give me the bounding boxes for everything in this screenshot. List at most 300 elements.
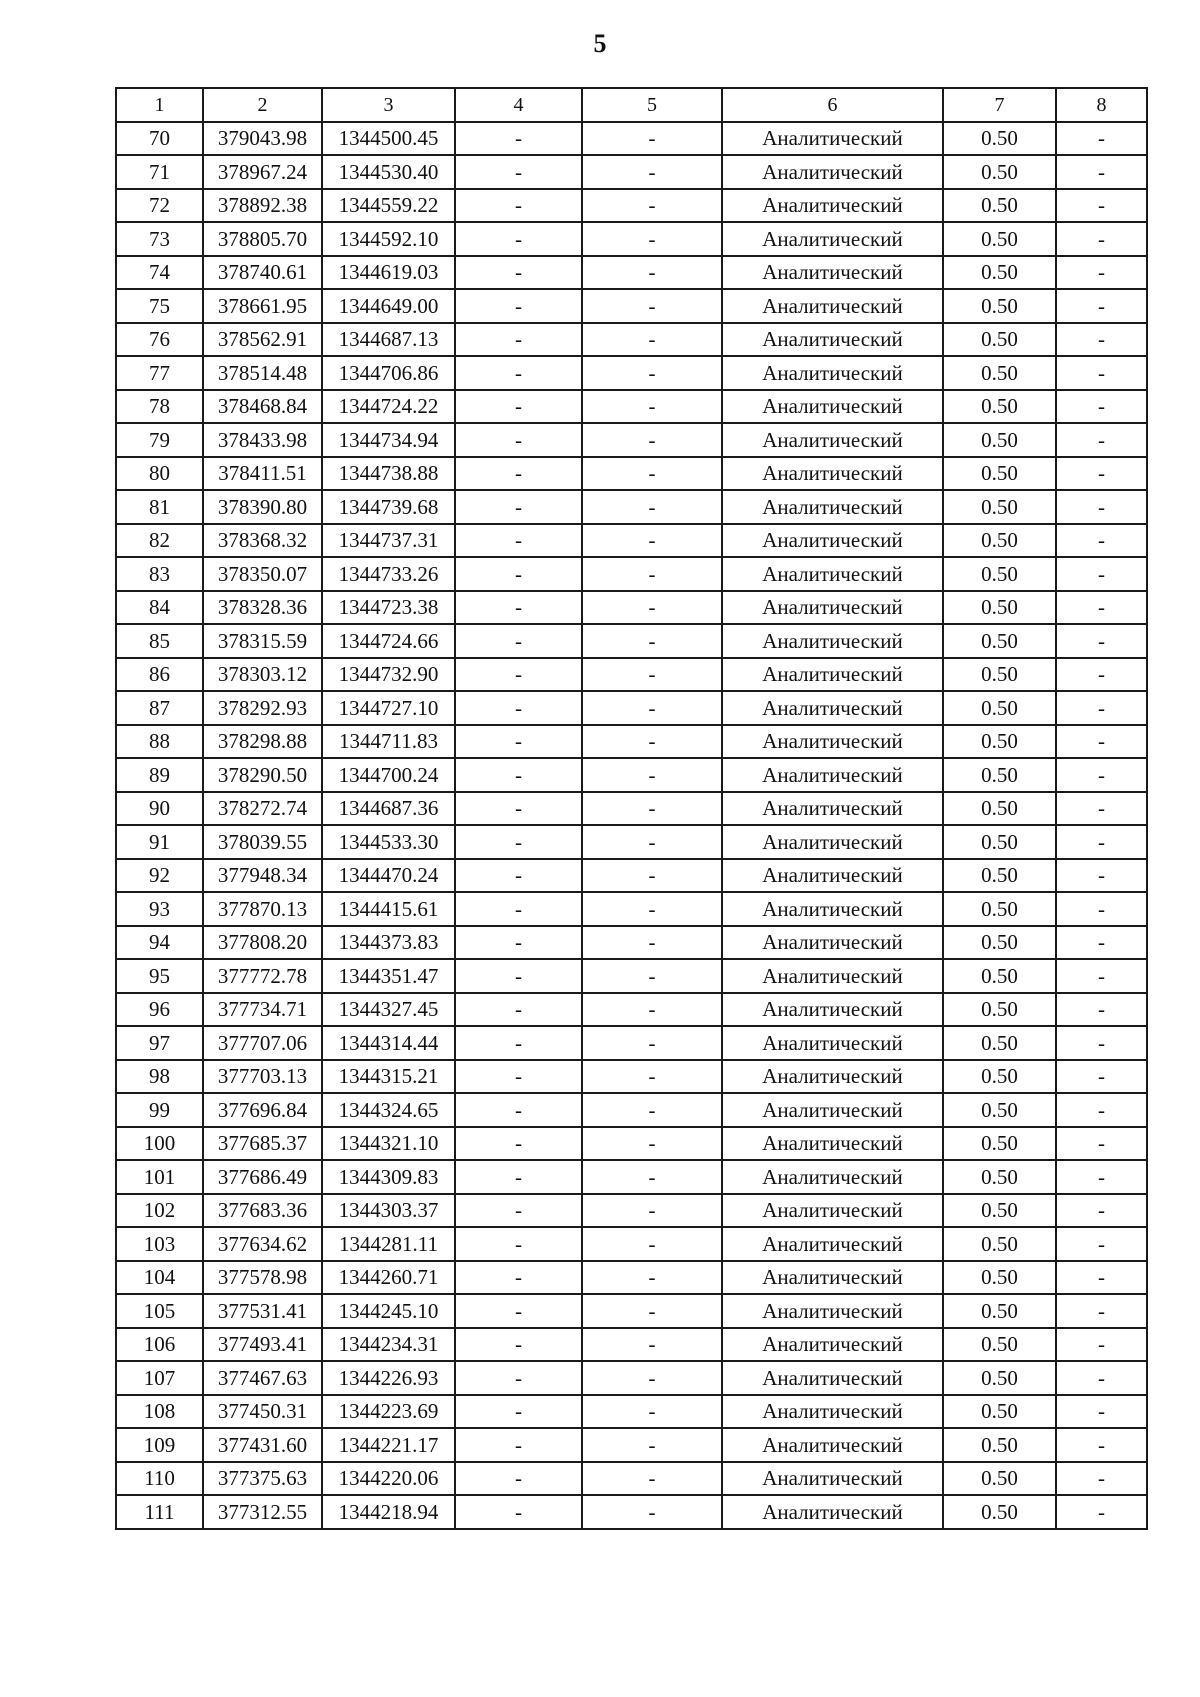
column-4-cell: - bbox=[455, 155, 582, 189]
accuracy-cell: 0.50 bbox=[943, 390, 1056, 424]
x-coordinate-cell: 377686.49 bbox=[203, 1160, 322, 1194]
method-cell: Аналитический bbox=[722, 1227, 943, 1261]
point-number-cell: 109 bbox=[116, 1428, 203, 1462]
accuracy-cell: 0.50 bbox=[943, 356, 1056, 390]
method-cell: Аналитический bbox=[722, 1462, 943, 1496]
table-row bbox=[116, 758, 1147, 792]
table-row bbox=[116, 725, 1147, 759]
table-row bbox=[116, 591, 1147, 625]
column-4-cell: - bbox=[455, 1227, 582, 1261]
y-coordinate-cell: 1344327.45 bbox=[322, 993, 455, 1027]
table-row bbox=[116, 1127, 1147, 1161]
accuracy-cell: 0.50 bbox=[943, 323, 1056, 357]
method-cell: Аналитический bbox=[722, 1328, 943, 1362]
point-number-cell: 73 bbox=[116, 222, 203, 256]
accuracy-cell: 0.50 bbox=[943, 1160, 1056, 1194]
column-8-cell: - bbox=[1056, 1261, 1147, 1295]
column-8-cell: - bbox=[1056, 457, 1147, 491]
column-header: 5 bbox=[582, 88, 722, 122]
y-coordinate-cell: 1344733.26 bbox=[322, 557, 455, 591]
x-coordinate-cell: 378805.70 bbox=[203, 222, 322, 256]
method-cell: Аналитический bbox=[722, 1361, 943, 1395]
y-coordinate-cell: 1344226.93 bbox=[322, 1361, 455, 1395]
accuracy-cell: 0.50 bbox=[943, 490, 1056, 524]
column-8-cell: - bbox=[1056, 758, 1147, 792]
column-header: 7 bbox=[943, 88, 1056, 122]
column-8-cell: - bbox=[1056, 390, 1147, 424]
y-coordinate-cell: 1344724.66 bbox=[322, 624, 455, 658]
table-row bbox=[116, 1026, 1147, 1060]
table-header-row bbox=[116, 88, 1147, 122]
column-8-cell: - bbox=[1056, 1462, 1147, 1496]
column-4-cell: - bbox=[455, 1462, 582, 1496]
column-8-cell: - bbox=[1056, 1194, 1147, 1228]
y-coordinate-cell: 1344220.06 bbox=[322, 1462, 455, 1496]
column-5-cell: - bbox=[582, 1395, 722, 1429]
accuracy-cell: 0.50 bbox=[943, 155, 1056, 189]
x-coordinate-cell: 377683.36 bbox=[203, 1194, 322, 1228]
table-row bbox=[116, 825, 1147, 859]
y-coordinate-cell: 1344281.11 bbox=[322, 1227, 455, 1261]
table-row bbox=[116, 1160, 1147, 1194]
column-5-cell: - bbox=[582, 557, 722, 591]
point-number-cell: 84 bbox=[116, 591, 203, 625]
point-number-cell: 79 bbox=[116, 423, 203, 457]
column-header: 3 bbox=[322, 88, 455, 122]
accuracy-cell: 0.50 bbox=[943, 725, 1056, 759]
method-cell: Аналитический bbox=[722, 457, 943, 491]
method-cell: Аналитический bbox=[722, 892, 943, 926]
column-header: 2 bbox=[203, 88, 322, 122]
point-number-cell: 71 bbox=[116, 155, 203, 189]
point-number-cell: 103 bbox=[116, 1227, 203, 1261]
x-coordinate-cell: 379043.98 bbox=[203, 122, 322, 156]
column-4-cell: - bbox=[455, 122, 582, 156]
column-4-cell: - bbox=[455, 892, 582, 926]
point-number-cell: 85 bbox=[116, 624, 203, 658]
point-number-cell: 101 bbox=[116, 1160, 203, 1194]
point-number-cell: 106 bbox=[116, 1328, 203, 1362]
y-coordinate-cell: 1344734.94 bbox=[322, 423, 455, 457]
accuracy-cell: 0.50 bbox=[943, 1462, 1056, 1496]
method-cell: Аналитический bbox=[722, 1160, 943, 1194]
point-number-cell: 82 bbox=[116, 524, 203, 558]
column-8-cell: - bbox=[1056, 1328, 1147, 1362]
column-4-cell: - bbox=[455, 390, 582, 424]
column-8-cell: - bbox=[1056, 926, 1147, 960]
column-5-cell: - bbox=[582, 1294, 722, 1328]
table-row bbox=[116, 189, 1147, 223]
column-8-cell: - bbox=[1056, 1060, 1147, 1094]
column-5-cell: - bbox=[582, 189, 722, 223]
x-coordinate-cell: 377948.34 bbox=[203, 859, 322, 893]
column-8-cell: - bbox=[1056, 624, 1147, 658]
column-5-cell: - bbox=[582, 1227, 722, 1261]
column-8-cell: - bbox=[1056, 222, 1147, 256]
column-8-cell: - bbox=[1056, 1395, 1147, 1429]
point-number-cell: 72 bbox=[116, 189, 203, 223]
column-4-cell: - bbox=[455, 1026, 582, 1060]
method-cell: Аналитический bbox=[722, 222, 943, 256]
table-row bbox=[116, 1328, 1147, 1362]
table-row bbox=[116, 256, 1147, 290]
method-cell: Аналитический bbox=[722, 658, 943, 692]
column-8-cell: - bbox=[1056, 490, 1147, 524]
column-5-cell: - bbox=[582, 658, 722, 692]
accuracy-cell: 0.50 bbox=[943, 1395, 1056, 1429]
x-coordinate-cell: 378303.12 bbox=[203, 658, 322, 692]
table-row bbox=[116, 1194, 1147, 1228]
y-coordinate-cell: 1344724.22 bbox=[322, 390, 455, 424]
column-5-cell: - bbox=[582, 155, 722, 189]
x-coordinate-cell: 377634.62 bbox=[203, 1227, 322, 1261]
table-row bbox=[116, 122, 1147, 156]
column-8-cell: - bbox=[1056, 1495, 1147, 1529]
column-5-cell: - bbox=[582, 959, 722, 993]
column-8-cell: - bbox=[1056, 892, 1147, 926]
column-4-cell: - bbox=[455, 758, 582, 792]
column-4-cell: - bbox=[455, 792, 582, 826]
point-number-cell: 96 bbox=[116, 993, 203, 1027]
method-cell: Аналитический bbox=[722, 758, 943, 792]
point-number-cell: 95 bbox=[116, 959, 203, 993]
accuracy-cell: 0.50 bbox=[943, 557, 1056, 591]
column-4-cell: - bbox=[455, 1428, 582, 1462]
point-number-cell: 92 bbox=[116, 859, 203, 893]
x-coordinate-cell: 377696.84 bbox=[203, 1093, 322, 1127]
x-coordinate-cell: 378292.93 bbox=[203, 691, 322, 725]
accuracy-cell: 0.50 bbox=[943, 1361, 1056, 1395]
table-row bbox=[116, 859, 1147, 893]
column-4-cell: - bbox=[455, 691, 582, 725]
table-row bbox=[116, 1495, 1147, 1529]
column-8-cell: - bbox=[1056, 289, 1147, 323]
x-coordinate-cell: 378368.32 bbox=[203, 524, 322, 558]
point-number-cell: 86 bbox=[116, 658, 203, 692]
table-row bbox=[116, 323, 1147, 357]
x-coordinate-cell: 378350.07 bbox=[203, 557, 322, 591]
column-8-cell: - bbox=[1056, 524, 1147, 558]
y-coordinate-cell: 1344221.17 bbox=[322, 1428, 455, 1462]
method-cell: Аналитический bbox=[722, 356, 943, 390]
accuracy-cell: 0.50 bbox=[943, 222, 1056, 256]
column-5-cell: - bbox=[582, 122, 722, 156]
y-coordinate-cell: 1344533.30 bbox=[322, 825, 455, 859]
table-row bbox=[116, 356, 1147, 390]
column-5-cell: - bbox=[582, 1428, 722, 1462]
accuracy-cell: 0.50 bbox=[943, 122, 1056, 156]
point-number-cell: 75 bbox=[116, 289, 203, 323]
y-coordinate-cell: 1344649.00 bbox=[322, 289, 455, 323]
column-4-cell: - bbox=[455, 1127, 582, 1161]
table-row bbox=[116, 959, 1147, 993]
accuracy-cell: 0.50 bbox=[943, 959, 1056, 993]
accuracy-cell: 0.50 bbox=[943, 792, 1056, 826]
method-cell: Аналитический bbox=[722, 189, 943, 223]
point-number-cell: 100 bbox=[116, 1127, 203, 1161]
column-5-cell: - bbox=[582, 289, 722, 323]
accuracy-cell: 0.50 bbox=[943, 1060, 1056, 1094]
accuracy-cell: 0.50 bbox=[943, 691, 1056, 725]
column-8-cell: - bbox=[1056, 859, 1147, 893]
column-8-cell: - bbox=[1056, 725, 1147, 759]
x-coordinate-cell: 378892.38 bbox=[203, 189, 322, 223]
point-number-cell: 83 bbox=[116, 557, 203, 591]
column-5-cell: - bbox=[582, 222, 722, 256]
method-cell: Аналитический bbox=[722, 825, 943, 859]
column-5-cell: - bbox=[582, 892, 722, 926]
point-number-cell: 98 bbox=[116, 1060, 203, 1094]
point-number-cell: 78 bbox=[116, 390, 203, 424]
y-coordinate-cell: 1344303.37 bbox=[322, 1194, 455, 1228]
table-row bbox=[116, 892, 1147, 926]
accuracy-cell: 0.50 bbox=[943, 758, 1056, 792]
column-header: 8 bbox=[1056, 88, 1147, 122]
point-number-cell: 110 bbox=[116, 1462, 203, 1496]
column-4-cell: - bbox=[455, 1328, 582, 1362]
column-5-cell: - bbox=[582, 758, 722, 792]
point-number-cell: 93 bbox=[116, 892, 203, 926]
accuracy-cell: 0.50 bbox=[943, 423, 1056, 457]
column-4-cell: - bbox=[455, 1294, 582, 1328]
table-row bbox=[116, 1060, 1147, 1094]
column-8-cell: - bbox=[1056, 557, 1147, 591]
column-4-cell: - bbox=[455, 825, 582, 859]
column-4-cell: - bbox=[455, 1495, 582, 1529]
accuracy-cell: 0.50 bbox=[943, 624, 1056, 658]
table-row bbox=[116, 1227, 1147, 1261]
table-row bbox=[116, 658, 1147, 692]
method-cell: Аналитический bbox=[722, 926, 943, 960]
x-coordinate-cell: 377493.41 bbox=[203, 1328, 322, 1362]
accuracy-cell: 0.50 bbox=[943, 189, 1056, 223]
method-cell: Аналитический bbox=[722, 1060, 943, 1094]
column-header: 6 bbox=[722, 88, 943, 122]
y-coordinate-cell: 1344687.36 bbox=[322, 792, 455, 826]
column-8-cell: - bbox=[1056, 189, 1147, 223]
column-4-cell: - bbox=[455, 725, 582, 759]
table-row bbox=[116, 1261, 1147, 1295]
x-coordinate-cell: 378967.24 bbox=[203, 155, 322, 189]
accuracy-cell: 0.50 bbox=[943, 825, 1056, 859]
column-8-cell: - bbox=[1056, 1026, 1147, 1060]
column-8-cell: - bbox=[1056, 323, 1147, 357]
table-row bbox=[116, 624, 1147, 658]
column-4-cell: - bbox=[455, 356, 582, 390]
point-number-cell: 88 bbox=[116, 725, 203, 759]
x-coordinate-cell: 378272.74 bbox=[203, 792, 322, 826]
method-cell: Аналитический bbox=[722, 490, 943, 524]
table-row bbox=[116, 691, 1147, 725]
column-5-cell: - bbox=[582, 993, 722, 1027]
x-coordinate-cell: 377703.13 bbox=[203, 1060, 322, 1094]
accuracy-cell: 0.50 bbox=[943, 1127, 1056, 1161]
column-4-cell: - bbox=[455, 959, 582, 993]
column-4-cell: - bbox=[455, 256, 582, 290]
x-coordinate-cell: 377467.63 bbox=[203, 1361, 322, 1395]
column-5-cell: - bbox=[582, 457, 722, 491]
x-coordinate-cell: 377685.37 bbox=[203, 1127, 322, 1161]
point-number-cell: 91 bbox=[116, 825, 203, 859]
y-coordinate-cell: 1344309.83 bbox=[322, 1160, 455, 1194]
table-row bbox=[116, 423, 1147, 457]
method-cell: Аналитический bbox=[722, 1495, 943, 1529]
column-8-cell: - bbox=[1056, 658, 1147, 692]
column-5-cell: - bbox=[582, 591, 722, 625]
accuracy-cell: 0.50 bbox=[943, 1428, 1056, 1462]
accuracy-cell: 0.50 bbox=[943, 289, 1056, 323]
page-number: 5 bbox=[593, 29, 607, 58]
column-8-cell: - bbox=[1056, 792, 1147, 826]
x-coordinate-cell: 378661.95 bbox=[203, 289, 322, 323]
method-cell: Аналитический bbox=[722, 256, 943, 290]
x-coordinate-cell: 377431.60 bbox=[203, 1428, 322, 1462]
column-4-cell: - bbox=[455, 457, 582, 491]
column-4-cell: - bbox=[455, 1361, 582, 1395]
column-8-cell: - bbox=[1056, 1160, 1147, 1194]
y-coordinate-cell: 1344415.61 bbox=[322, 892, 455, 926]
table-row bbox=[116, 1093, 1147, 1127]
point-number-cell: 80 bbox=[116, 457, 203, 491]
y-coordinate-cell: 1344723.38 bbox=[322, 591, 455, 625]
accuracy-cell: 0.50 bbox=[943, 926, 1056, 960]
x-coordinate-cell: 377734.71 bbox=[203, 993, 322, 1027]
x-coordinate-cell: 377375.63 bbox=[203, 1462, 322, 1496]
accuracy-cell: 0.50 bbox=[943, 457, 1056, 491]
column-4-cell: - bbox=[455, 1093, 582, 1127]
column-5-cell: - bbox=[582, 256, 722, 290]
column-4-cell: - bbox=[455, 323, 582, 357]
column-4-cell: - bbox=[455, 624, 582, 658]
table-body bbox=[116, 122, 1147, 1529]
y-coordinate-cell: 1344373.83 bbox=[322, 926, 455, 960]
y-coordinate-cell: 1344234.31 bbox=[322, 1328, 455, 1362]
x-coordinate-cell: 378298.88 bbox=[203, 725, 322, 759]
point-number-cell: 81 bbox=[116, 490, 203, 524]
y-coordinate-cell: 1344314.44 bbox=[322, 1026, 455, 1060]
table-row bbox=[116, 222, 1147, 256]
method-cell: Аналитический bbox=[722, 1428, 943, 1462]
method-cell: Аналитический bbox=[722, 323, 943, 357]
x-coordinate-cell: 377531.41 bbox=[203, 1294, 322, 1328]
method-cell: Аналитический bbox=[722, 591, 943, 625]
column-5-cell: - bbox=[582, 926, 722, 960]
method-cell: Аналитический bbox=[722, 524, 943, 558]
column-8-cell: - bbox=[1056, 825, 1147, 859]
column-8-cell: - bbox=[1056, 959, 1147, 993]
column-4-cell: - bbox=[455, 289, 582, 323]
method-cell: Аналитический bbox=[722, 390, 943, 424]
column-5-cell: - bbox=[582, 390, 722, 424]
column-4-cell: - bbox=[455, 859, 582, 893]
column-4-cell: - bbox=[455, 993, 582, 1027]
point-number-cell: 77 bbox=[116, 356, 203, 390]
method-cell: Аналитический bbox=[722, 792, 943, 826]
x-coordinate-cell: 377707.06 bbox=[203, 1026, 322, 1060]
accuracy-cell: 0.50 bbox=[943, 859, 1056, 893]
y-coordinate-cell: 1344315.21 bbox=[322, 1060, 455, 1094]
table-row bbox=[116, 1294, 1147, 1328]
column-8-cell: - bbox=[1056, 1127, 1147, 1161]
column-5-cell: - bbox=[582, 624, 722, 658]
column-5-cell: - bbox=[582, 1160, 722, 1194]
method-cell: Аналитический bbox=[722, 725, 943, 759]
column-5-cell: - bbox=[582, 524, 722, 558]
table-row bbox=[116, 792, 1147, 826]
column-5-cell: - bbox=[582, 323, 722, 357]
column-4-cell: - bbox=[455, 189, 582, 223]
accuracy-cell: 0.50 bbox=[943, 892, 1056, 926]
column-5-cell: - bbox=[582, 490, 722, 524]
x-coordinate-cell: 378562.91 bbox=[203, 323, 322, 357]
x-coordinate-cell: 377870.13 bbox=[203, 892, 322, 926]
column-4-cell: - bbox=[455, 658, 582, 692]
column-8-cell: - bbox=[1056, 1428, 1147, 1462]
column-5-cell: - bbox=[582, 1194, 722, 1228]
method-cell: Аналитический bbox=[722, 1127, 943, 1161]
method-cell: Аналитический bbox=[722, 423, 943, 457]
column-5-cell: - bbox=[582, 1261, 722, 1295]
column-8-cell: - bbox=[1056, 155, 1147, 189]
x-coordinate-cell: 377578.98 bbox=[203, 1261, 322, 1295]
point-number-cell: 105 bbox=[116, 1294, 203, 1328]
y-coordinate-cell: 1344687.13 bbox=[322, 323, 455, 357]
x-coordinate-cell: 378411.51 bbox=[203, 457, 322, 491]
point-number-cell: 111 bbox=[116, 1495, 203, 1529]
method-cell: Аналитический bbox=[722, 959, 943, 993]
y-coordinate-cell: 1344321.10 bbox=[322, 1127, 455, 1161]
point-number-cell: 104 bbox=[116, 1261, 203, 1295]
y-coordinate-cell: 1344218.94 bbox=[322, 1495, 455, 1529]
column-8-cell: - bbox=[1056, 1093, 1147, 1127]
table-row bbox=[116, 993, 1147, 1027]
x-coordinate-cell: 378290.50 bbox=[203, 758, 322, 792]
method-cell: Аналитический bbox=[722, 859, 943, 893]
x-coordinate-cell: 377772.78 bbox=[203, 959, 322, 993]
accuracy-cell: 0.50 bbox=[943, 1227, 1056, 1261]
column-4-cell: - bbox=[455, 524, 582, 558]
column-4-cell: - bbox=[455, 1160, 582, 1194]
method-cell: Аналитический bbox=[722, 1093, 943, 1127]
point-number-cell: 89 bbox=[116, 758, 203, 792]
accuracy-cell: 0.50 bbox=[943, 1261, 1056, 1295]
column-5-cell: - bbox=[582, 423, 722, 457]
point-number-cell: 76 bbox=[116, 323, 203, 357]
column-8-cell: - bbox=[1056, 256, 1147, 290]
column-4-cell: - bbox=[455, 926, 582, 960]
accuracy-cell: 0.50 bbox=[943, 1294, 1056, 1328]
method-cell: Аналитический bbox=[722, 557, 943, 591]
column-4-cell: - bbox=[455, 591, 582, 625]
y-coordinate-cell: 1344727.10 bbox=[322, 691, 455, 725]
accuracy-cell: 0.50 bbox=[943, 524, 1056, 558]
point-number-cell: 87 bbox=[116, 691, 203, 725]
table-row bbox=[116, 457, 1147, 491]
y-coordinate-cell: 1344738.88 bbox=[322, 457, 455, 491]
y-coordinate-cell: 1344260.71 bbox=[322, 1261, 455, 1295]
column-5-cell: - bbox=[582, 1127, 722, 1161]
accuracy-cell: 0.50 bbox=[943, 658, 1056, 692]
column-8-cell: - bbox=[1056, 691, 1147, 725]
table-row bbox=[116, 155, 1147, 189]
column-8-cell: - bbox=[1056, 122, 1147, 156]
x-coordinate-cell: 378433.98 bbox=[203, 423, 322, 457]
column-4-cell: - bbox=[455, 1060, 582, 1094]
y-coordinate-cell: 1344732.90 bbox=[322, 658, 455, 692]
y-coordinate-cell: 1344737.31 bbox=[322, 524, 455, 558]
method-cell: Аналитический bbox=[722, 1261, 943, 1295]
x-coordinate-cell: 377450.31 bbox=[203, 1395, 322, 1429]
